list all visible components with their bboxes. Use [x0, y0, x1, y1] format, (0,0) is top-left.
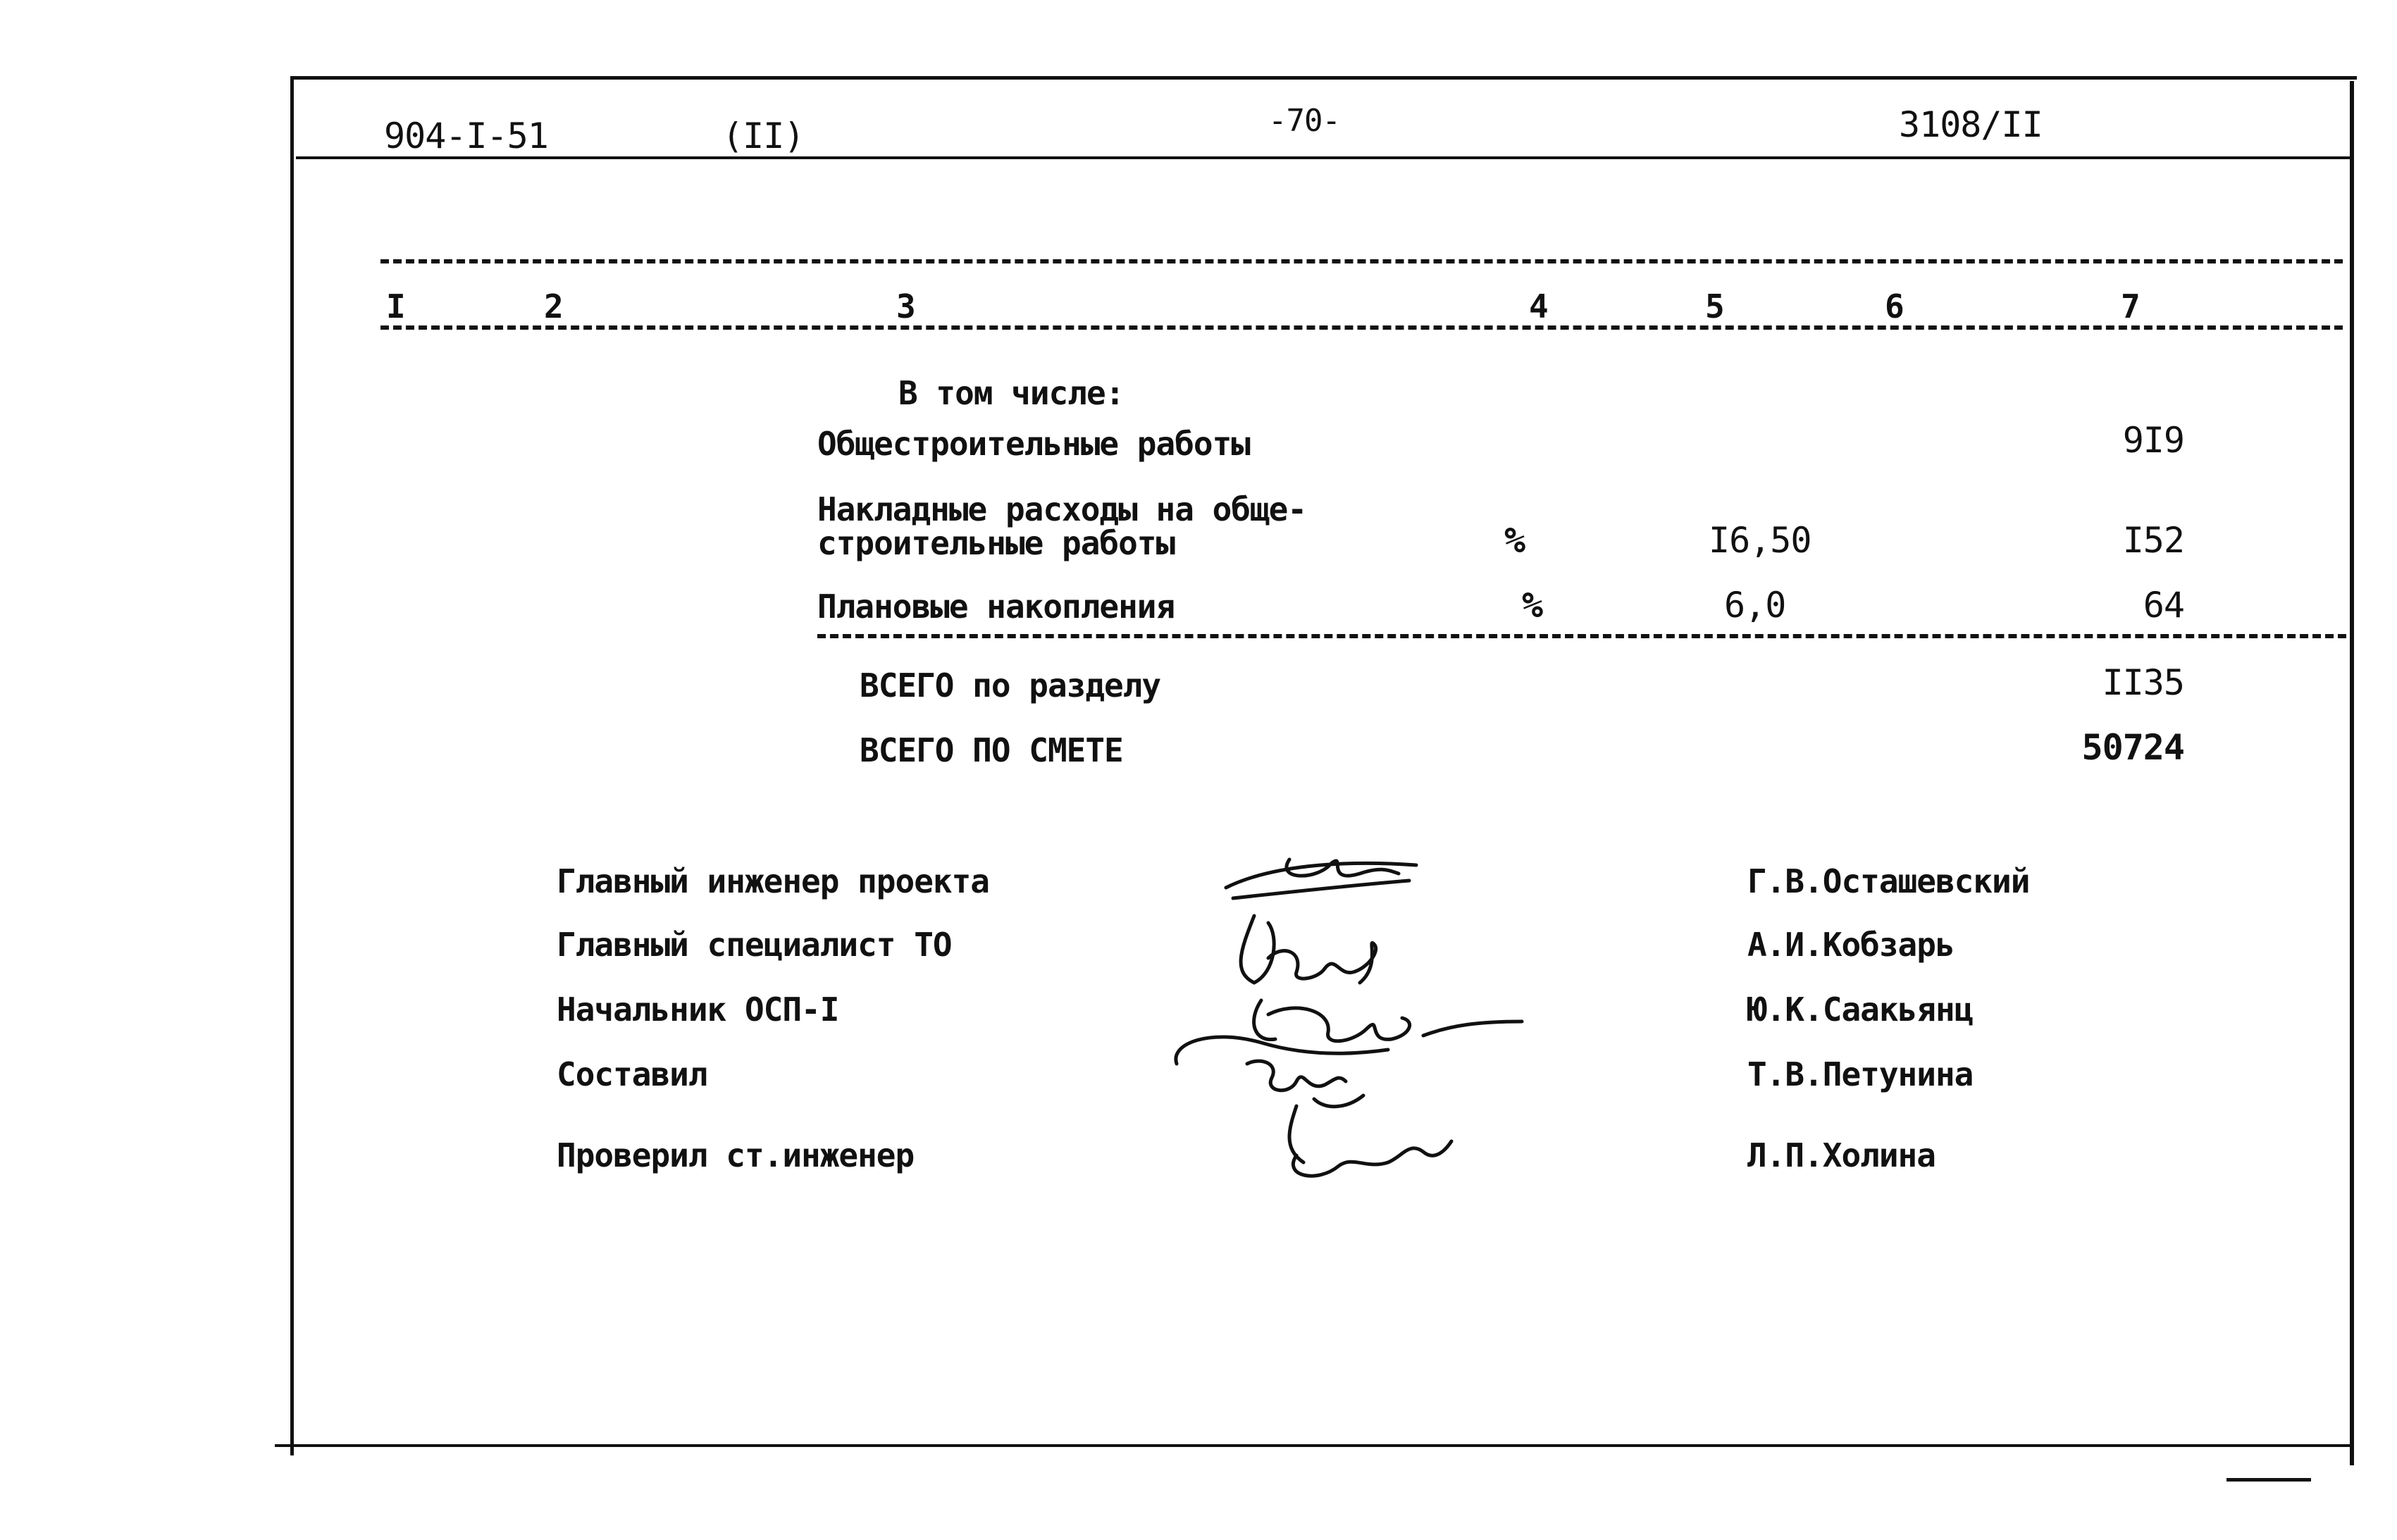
column-number-7: 7 [2121, 287, 2140, 325]
signature-name: Т.В.Петунина [1747, 1055, 1974, 1093]
signature-role: Составил [557, 1055, 707, 1093]
signature-role: Главный инженер проекта [557, 862, 989, 900]
row-label: строительные работы [817, 524, 1175, 562]
doc-part: (II) [722, 116, 805, 156]
signature-role: Проверил ст.инженер [557, 1136, 915, 1174]
row-rate: 6,0 [1724, 585, 1786, 626]
frame-bottom-line [275, 1444, 2353, 1447]
row-label: В том числе: [898, 374, 1125, 412]
row-total: 64 [2143, 585, 2184, 626]
total-label-section: ВСЕГО по разделу [860, 666, 1161, 704]
column-number-1: I [386, 287, 405, 325]
signature-role: Главный специалист ТО [557, 926, 952, 964]
total-value-section: II35 [2102, 662, 2184, 703]
frame-left-line [290, 76, 294, 1455]
signature-name: Г.В.Осташевский [1747, 862, 2030, 900]
column-number-5: 5 [1705, 287, 1724, 325]
row-label: Плановые накопления [817, 588, 1175, 626]
doc-code: 904-I-51 [384, 116, 548, 156]
row-total: I52 [2122, 520, 2184, 561]
column-number-2: 2 [544, 287, 563, 325]
total-value-estimate: 50724 [2081, 727, 2184, 768]
row-unit: % [1522, 585, 1543, 626]
signature-role: Начальник ОСП-I [557, 991, 839, 1029]
totals-divider [817, 634, 2346, 638]
total-label-estimate: ВСЕГО ПО СМЕТЕ [860, 731, 1123, 769]
column-number-3: 3 [896, 287, 915, 325]
column-number-6: 6 [1885, 287, 1904, 325]
corner-mark [2226, 1478, 2311, 1482]
column-number-4: 4 [1529, 287, 1548, 325]
row-label: Накладные расходы на обще- [817, 490, 1307, 528]
row-unit: % [1504, 520, 1525, 561]
column-header-top-rule [380, 259, 2343, 263]
page-number: -70- [1268, 103, 1340, 139]
signature-name: Л.П.Холина [1747, 1136, 1935, 1174]
signature-name: Ю.К.Саакьянц [1747, 991, 1974, 1029]
handwritten-signatures [1156, 831, 1578, 1198]
signature-name: А.И.Кобзарь [1747, 926, 1955, 964]
sheet-number: 3108/II [1899, 104, 2043, 145]
row-rate: I6,50 [1709, 520, 1811, 561]
row-label: Общестроительные работы [817, 425, 1250, 463]
column-header-bottom-rule [380, 325, 2343, 330]
frame-top-line [292, 76, 2357, 80]
row-total: 9I9 [2122, 420, 2184, 461]
frame-right-line [2350, 81, 2354, 1465]
header-underline [296, 156, 2352, 159]
